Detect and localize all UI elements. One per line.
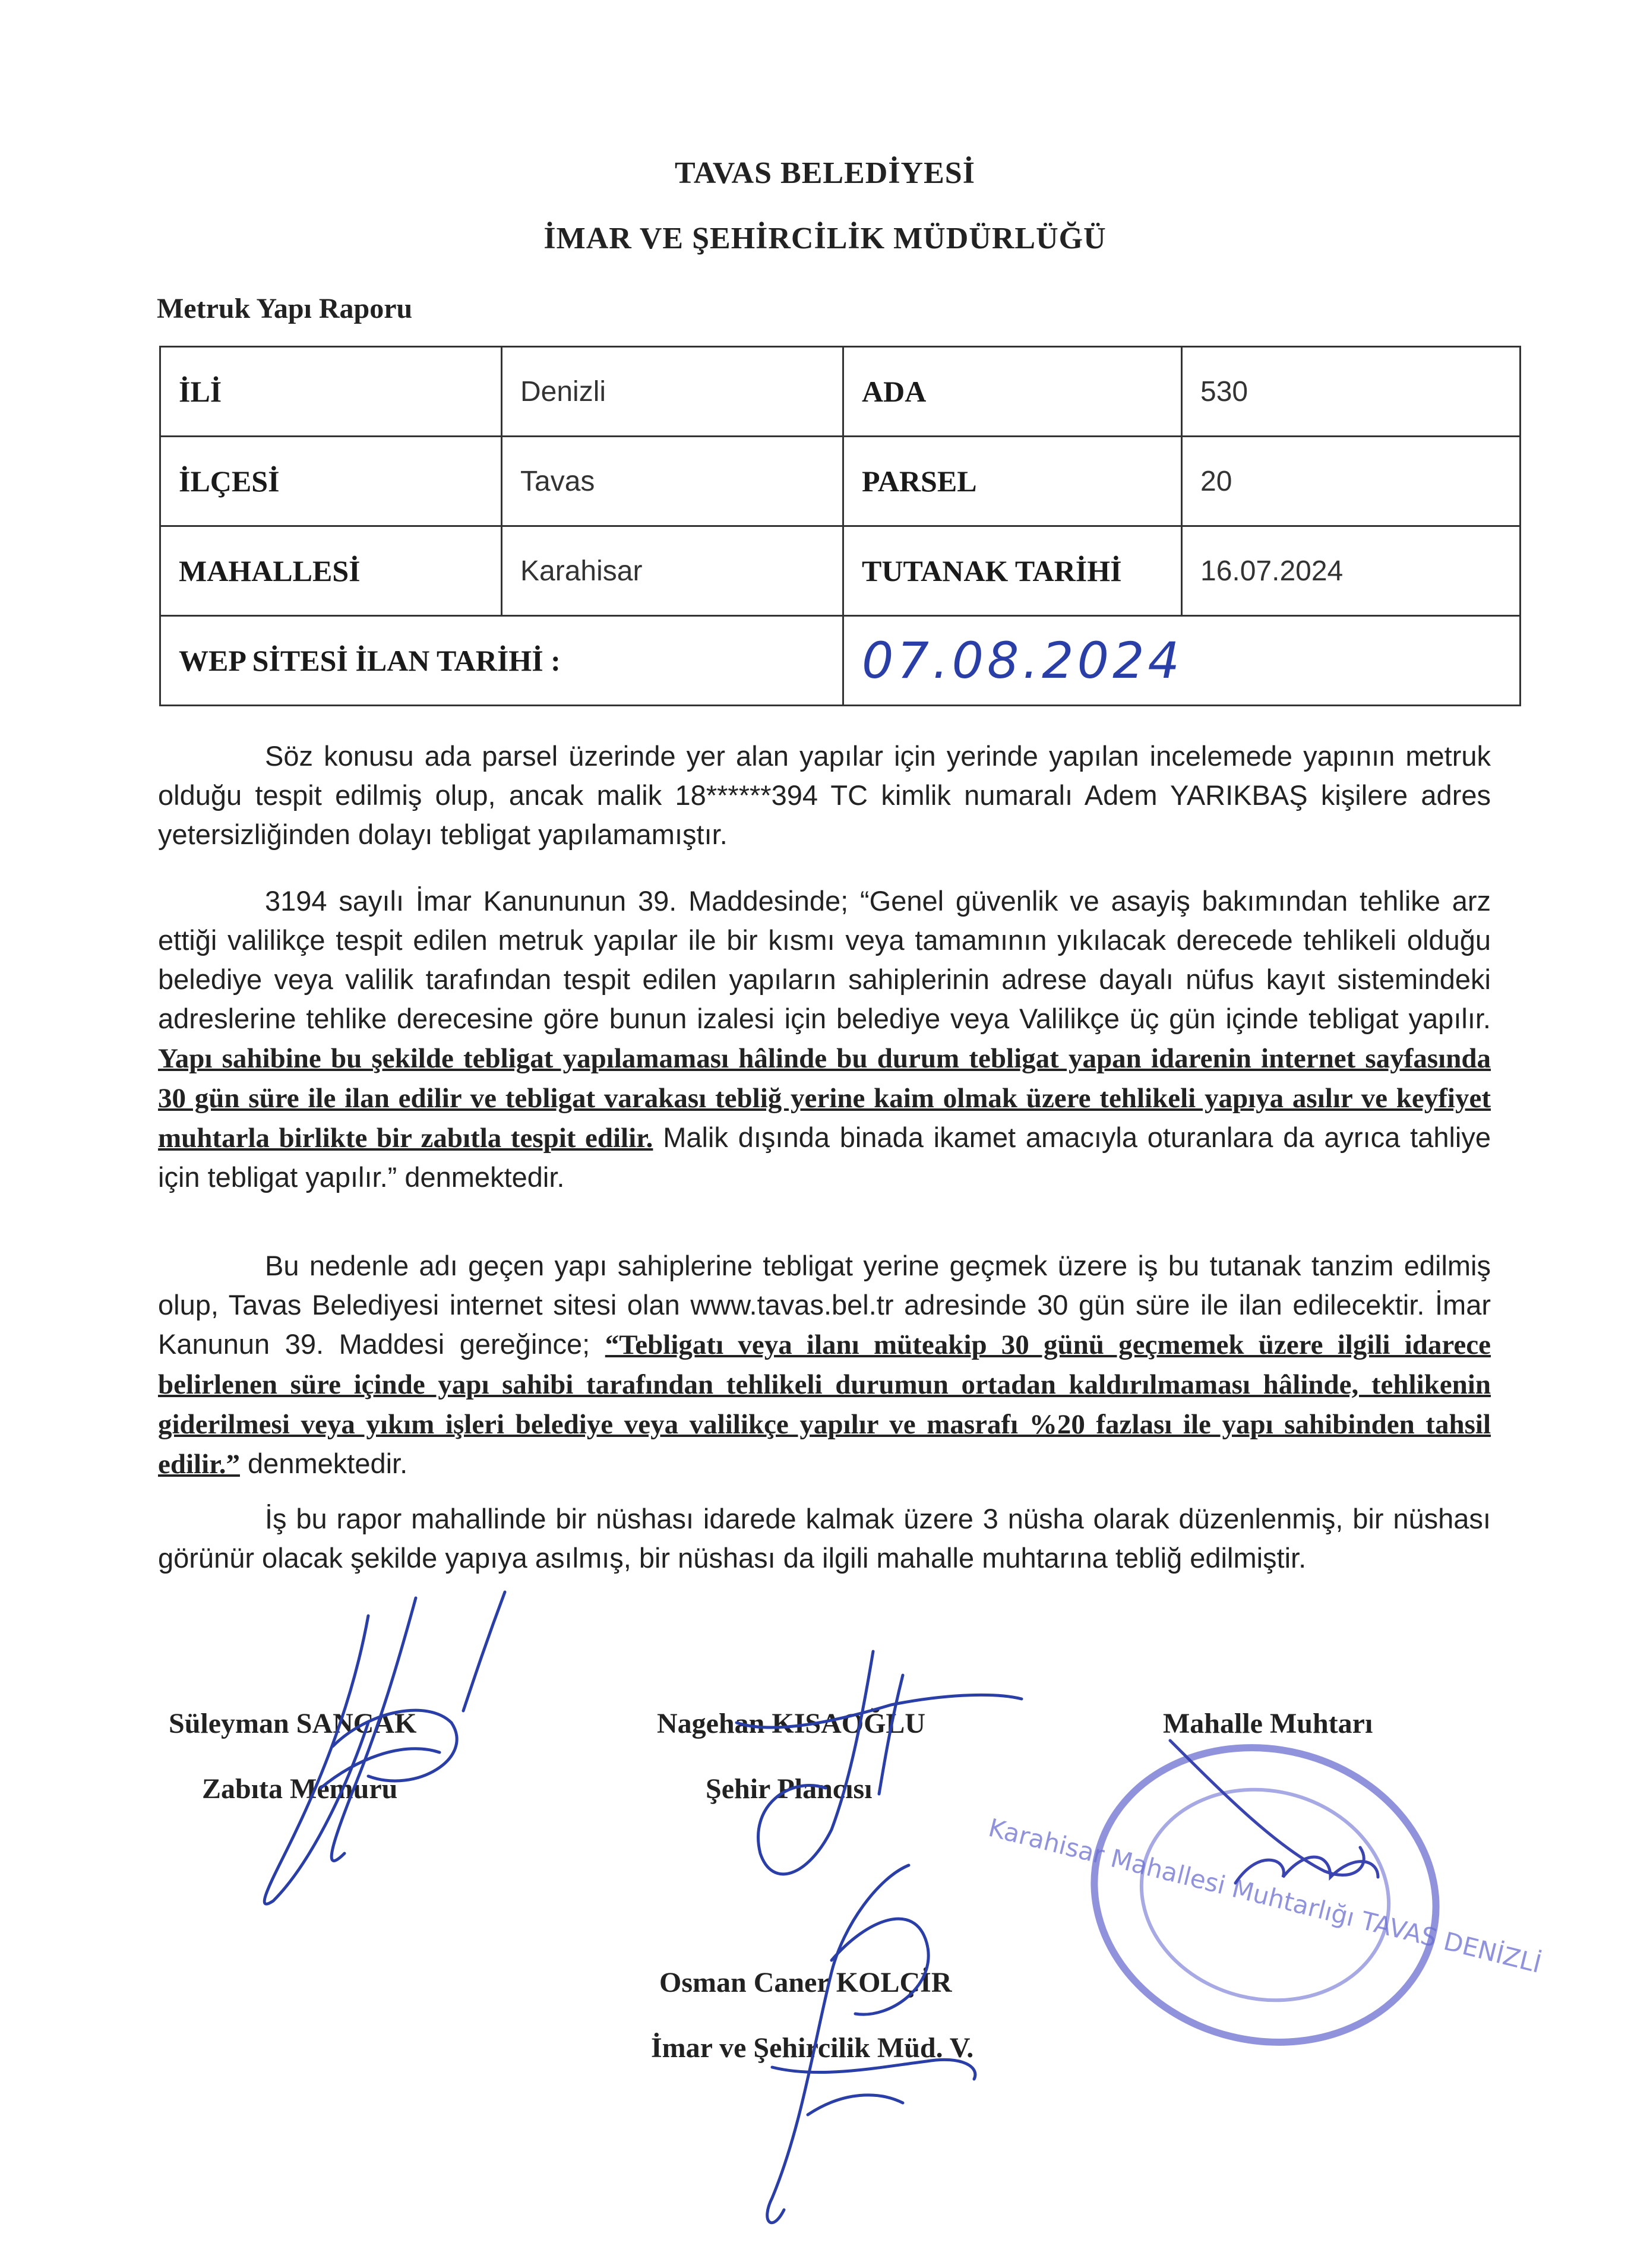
signatory-3-name: Mahalle Muhtarı (1163, 1708, 1373, 1739)
paragraph-2-emphasis: Yapı sahibine bu şekilde tebligat yapılamaması hâlinde bu durum tebligat yapan idarenin internet sayfasında 30 gün süre ile ilan edilir ve tebligat varakası tebliğ yerine kaim olmak üzere tehlikeli yapıya asılır ve keyfiyet muhtarla birlikte bir zabıtla tespit edilir. (158, 1043, 1491, 1154)
document-title: Metruk Yapı Raporu (157, 293, 413, 324)
paragraph-3 (158, 1246, 1491, 1484)
mahalle-label: MAHALLESİ (160, 526, 502, 616)
stamp-text: Karahisar Mahallesi Muhtarlığı TAVAS DENİZLİ (985, 1812, 1544, 1979)
paragraph-3-part-a: Bu nedenle adı geçen yapı sahiplerine tebligat yerine geçmek üzere iş bu tutanak tanzim edilmiş olup, Tavas Belediyesi internet sitesi olan www.tavas.bel.tr adresinde 30 gün süre ile ilan edilecektir. İmar Kanunun 39. Maddesi gereğince; (158, 1250, 1491, 1360)
table-row (160, 616, 1521, 706)
signatory-4-title: İmar ve Şehircilik Müd. V. (651, 2032, 974, 2064)
paragraph-3-part-c: denmektedir. (248, 1448, 408, 1479)
signatory-1-name: Süleyman SANCAK (169, 1708, 417, 1739)
paragraph-3-emphasis: “Tebligatı veya ilanı müteakip 30 günü geçmemek üzere ilgili idarece belirlenen süre içinde yapı sahibi tarafından tehlikeli durumun ortadan kaldırılmaması hâlinde, tehlikenin giderilmesi veya yıkım işleri belediye veya valilikçe yapılır ve masrafı %20 fazlası ile yapı sahibinden tahsil edilir.” (158, 1329, 1491, 1480)
signatory-2-name: Nagehan KISAOĞLU (657, 1708, 926, 1739)
paragraph-2-part-a: 3194 sayılı İmar Kanununun 39. Maddesinde; “Genel güvenlik ve asayiş bakımından tehlike arz ettiği valilikçe tespit edilen metruk yapılar ile bir kısmı veya tamamının yıkılacak derecede tehlikeli olduğu belediye veya valilik tarafından tespit edilen yapıların sahiplerinin adrese dayalı nüfus kayıt sistemindeki adreslerine tehlike derecesine göre bunun izalesi için belediye veya Valilikçe üç gün içinde tebligat yapılır. (158, 885, 1491, 1034)
ilce-label: İLÇESİ (160, 437, 502, 526)
ilan-label: WEP SİTESİ İLAN TARİHİ : (160, 616, 843, 706)
signatory-4-name: Osman Caner KOLÇİR (659, 1967, 952, 1998)
parsel-label: PARSEL (843, 437, 1182, 526)
institution-name: TAVAS BELEDİYESİ (675, 156, 975, 190)
parcel-info-table (159, 346, 1521, 706)
ilce-value: Tavas (502, 437, 843, 526)
mahalle-value: Karahisar (502, 526, 843, 616)
signature-nagehan (737, 1651, 1022, 1874)
table-row (160, 437, 1521, 526)
ilan-handwritten-date: 07.08.2024 (843, 616, 1521, 706)
paragraph-1: Söz konusu ada parsel üzerinde yer alan yapılar için yerinde yapılan incelemede yapının metruk olduğu tespit edilmiş olup, ancak malik 18******394 TC kimlik numaralı Adem YARIKBAŞ kişilere adres yetersizliğinden dolayı tebligat yapılamamıştır. (158, 740, 1491, 850)
paragraph-2 (158, 882, 1491, 1197)
signatory-2-title: Şehir Plancısı (706, 1773, 873, 1805)
paragraph-4: İş bu rapor mahallinde bir nüshası idarede kalmak üzere 3 nüsha olarak düzenlenmiş, bir nüshası görünür olacak şekilde yapıya asılmış, bir nüshası da ilgili mahalle muhtarına tebliğ edilmiştir. (158, 1503, 1491, 1574)
muhtar-stamp (954, 1685, 1576, 2105)
il-label: İLİ (160, 347, 502, 437)
paragraph-2-part-c: Malik dışında binada ikamet amacıyla oturanlara da ayrıca tahliye için tebligat yapılır.” denmektedir. (158, 1122, 1491, 1193)
signatory-1-title: Zabıta Memuru (202, 1773, 398, 1805)
signature-muhtar (1170, 1741, 1378, 1883)
ada-value: 530 (1182, 347, 1521, 437)
table-row (160, 347, 1521, 437)
parsel-value: 20 (1182, 437, 1521, 526)
signature-suleyman (264, 1592, 505, 1904)
table-row (160, 526, 1521, 616)
tutanak-label: TUTANAK TARİHİ (843, 526, 1182, 616)
il-value: Denizli (502, 347, 843, 437)
ada-label: ADA (843, 347, 1182, 437)
tutanak-value: 16.07.2024 (1182, 526, 1521, 616)
department-name: İMAR VE ŞEHİRCİLİK MÜDÜRLÜĞÜ (543, 222, 1107, 255)
